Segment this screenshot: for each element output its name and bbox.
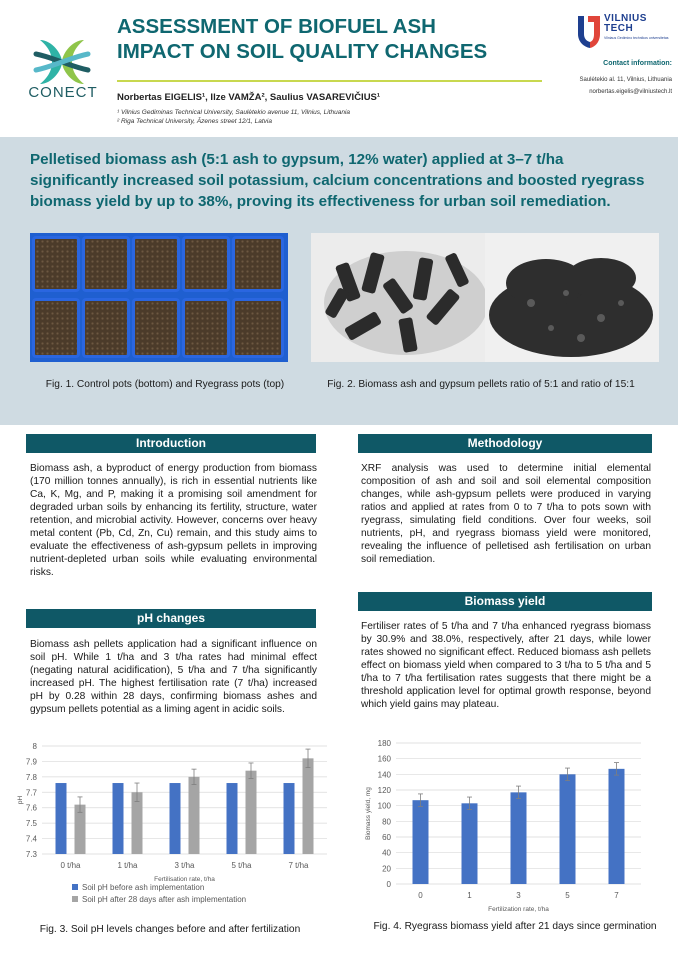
bar-series-1 — [462, 803, 478, 884]
y-tick-label: 7.8 — [25, 772, 37, 782]
y-tick-label: 7.6 — [25, 803, 37, 813]
bar-series-1 — [609, 769, 625, 884]
pot-tray — [182, 298, 230, 358]
ph-changes-text: Biomass ash pellets application had a significant influence on soil pH. While 1 t/ha and 3 t/ha rates had minimal effect (negating natural acidification), 5 t/ha and 7 t/ha significantly increased pH. The highest fertilisation rate (7 t/ha) increased pH by 0.28 within 28 days, confirming biomass ashes and gypsum pellets potential as a liming agent in acidic soils. — [30, 639, 317, 715]
pot-tray — [232, 236, 284, 292]
y-tick-label: 20 — [382, 864, 391, 874]
pot-tray — [82, 298, 130, 358]
vilnius-tech-subtitle: Vilniaus Gedimino technikos universitetas — [604, 36, 669, 40]
y-tick-label: 7.7 — [25, 788, 37, 798]
title-line-2: IMPACT ON SOIL QUALITY CHANGES — [117, 40, 488, 63]
methodology-text: XRF analysis was used to determine initial elemental composition of ash and soil and soil elemental composition changes, while ash-gypsum pellets were produced in varying ratios and applied at rates from 0 to 7 t/ha to pots sown with ryegrass, simulating field conditions. Over four weeks, soil nutrients, pH, and ryegrass biomass yield were monitored, revealing the influence of pelletised ash fertilisation on urban soil remediation. — [361, 463, 651, 565]
contact-title: Contact information: — [603, 60, 672, 67]
legend-swatch — [72, 884, 78, 890]
bar-series-2 — [189, 777, 200, 854]
poster-header — [0, 0, 678, 137]
x-tick-label: 5 — [565, 891, 570, 900]
bar-series-1 — [560, 774, 576, 884]
pot-tray — [32, 298, 80, 358]
y-tick-label: 140 — [377, 770, 391, 780]
contact-address: Saulėtekio al. 11, Vilnius, Lithuania — [579, 77, 672, 83]
x-tick-label: 7 — [614, 891, 619, 900]
vilnius-tech-name: VILNIUS TECH — [604, 13, 647, 34]
x-tick-label: 7 t/ha — [288, 861, 309, 870]
biomass-yield-bar-chart — [360, 735, 650, 920]
figure-1-caption: Fig. 1. Control pots (bottom) and Ryegrass pots (top) — [45, 379, 285, 390]
y-tick-label: 8 — [32, 742, 37, 751]
legend-swatch — [72, 896, 78, 902]
y-tick-label: 60 — [382, 833, 391, 842]
y-tick-label: 180 — [377, 739, 391, 748]
y-tick-label: 7.3 — [25, 850, 37, 859]
y-axis-title: Biomass yield, mg — [365, 787, 372, 840]
bar-series-1 — [284, 783, 295, 854]
bar-series-2 — [303, 758, 314, 854]
x-axis-title: Fertilisation rate, t/ha — [154, 876, 215, 883]
ph-bar-chart — [10, 738, 330, 920]
ryegrass-pots-photo — [30, 233, 288, 362]
bar-series-1 — [511, 792, 527, 884]
x-tick-label: 3 t/ha — [174, 861, 195, 870]
y-tick-label: 7.9 — [25, 757, 37, 767]
pot-tray — [132, 236, 180, 292]
affiliation-2: ² Riga Technical University, Āzenes street 12/1, Latvia — [117, 118, 272, 125]
authors: Norbertas EIGELIS¹, Ilze VAMŽA², Saulius VASAREVIČIUS¹ — [117, 92, 381, 103]
pot-tray — [132, 298, 180, 358]
conect-logo-text: CONECT — [28, 84, 98, 101]
biomass-yield-text: Fertiliser rates of 5 t/ha and 7 t/ha enhanced ryegrass biomass by 30.9% and 38.0%, respectively, after 21 days, while lower rates showed no significant effect. Reduced biomass ash pellets effect on biomass yield when compared to 3 t/ha to 5 t/ha and 5 t/ha to 7 t/ha fertilisation rates suggests that there might be a threshold application level for optimal growth response, beyond which yield gains may plateau. — [361, 621, 651, 710]
methodology-heading: Methodology — [358, 434, 652, 453]
bar-series-1 — [56, 783, 67, 854]
y-axis-title: pH — [17, 795, 24, 805]
introduction-heading: Introduction — [26, 434, 316, 453]
x-tick-label: 1 — [467, 891, 472, 900]
figure-3-caption: Fig. 3. Soil pH levels changes before and after fertilization — [39, 924, 301, 935]
y-tick-label: 160 — [377, 754, 391, 764]
bar-series-1 — [113, 783, 124, 854]
pot-tray — [82, 236, 130, 292]
y-tick-label: 7.4 — [25, 834, 37, 844]
y-tick-label: 40 — [382, 848, 391, 858]
y-tick-label: 100 — [377, 801, 391, 811]
figure-2-caption: Fig. 2. Biomass ash and gypsum pellets ratio of 5:1 and ratio of 15:1 — [327, 379, 635, 390]
bar-series-2 — [246, 771, 257, 854]
pot-tray — [232, 298, 284, 358]
y-tick-label: 7.5 — [25, 819, 37, 829]
figure-4-caption: Fig. 4. Ryegrass biomass yield after 21 days since germination — [373, 921, 657, 932]
title-line-1: ASSESSMENT OF BIOFUEL ASH — [117, 15, 436, 38]
x-tick-label: 5 t/ha — [231, 861, 252, 870]
x-tick-label: 3 — [516, 891, 521, 900]
legend-label: Soil pH after 28 days after ash implementation — [82, 895, 247, 904]
ph-changes-heading: pH changes — [26, 609, 316, 628]
legend-label: Soil pH before ash implementation — [82, 883, 205, 892]
y-tick-label: 0 — [386, 880, 391, 889]
x-axis-title: Fertilization rate, t/ha — [488, 906, 549, 913]
bar-series-1 — [170, 783, 181, 854]
introduction-text: Biomass ash, a byproduct of energy production from biomass (170 million tonnes annually), is rich in essential nutrients like Ca, K, Mg, and P, making it a promising soil amendment for degraded urban soils by enhancing its fertility, structure, water retention, and microbial activity. However, concerns over heavy metal content (Pb, Cd, Zn, Cu) remain, and this study aims to evaluate the effectiveness of ash-gypsum pellets in improving nutrient-depleted urban soils while evaluating environmental risks. — [30, 463, 317, 578]
biomass-yield-heading: Biomass yield — [358, 592, 652, 611]
poster-title — [117, 14, 537, 64]
x-tick-label: 0 t/ha — [60, 861, 81, 870]
pot-tray — [32, 236, 80, 292]
affiliation-1: ¹ Vilnius Gediminas Technical University, Saulėtekio avenue 11, Vilnius, Lithuania — [117, 109, 351, 116]
contact-email[interactable]: norbertas.eigelis@vilniustech.lt — [589, 89, 672, 95]
key-finding-headline: Pelletised biomass ash (5:1 ash to gypsum, 12% water) applied at 3–7 t/ha significantly increased soil potassium, calcium concentrations and boosted ryegrass biomass yield by up to 38%, proving its effectiveness for urban soil remediation. — [30, 151, 645, 210]
x-tick-label: 0 — [418, 891, 423, 900]
pot-tray — [182, 236, 230, 292]
x-tick-label: 1 t/ha — [117, 861, 138, 870]
title-divider — [117, 80, 542, 82]
y-tick-label: 120 — [377, 786, 391, 795]
bar-series-1 — [227, 783, 238, 854]
y-tick-label: 80 — [382, 817, 391, 827]
bar-series-1 — [413, 800, 429, 884]
ash-pellets-photo — [311, 233, 659, 362]
